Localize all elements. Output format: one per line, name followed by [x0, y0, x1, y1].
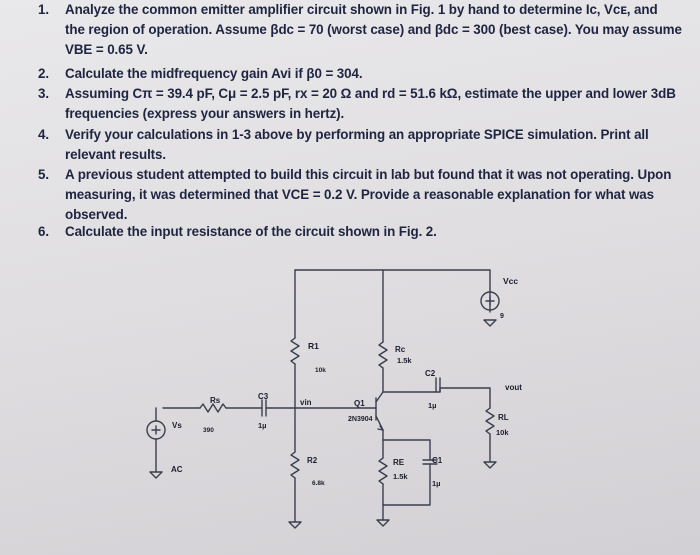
vout-label: vout	[505, 383, 522, 392]
r2-resistor	[291, 452, 299, 478]
r2-label: R2	[307, 456, 318, 465]
r1-resistor	[291, 338, 299, 364]
vs-label: Vs	[172, 421, 182, 430]
rc-resistor	[379, 342, 387, 368]
vcc-ground-symbol	[484, 320, 496, 326]
q1-model: 2N3904	[348, 416, 373, 423]
question-text-line: Analyze the common emitter amplifier circuit shown in Fig. 1 by hand to determine Iᴄ, Vᴄᴇ, and	[65, 2, 658, 17]
c3-value: 1µ	[258, 421, 267, 430]
question-number: 6.	[38, 224, 49, 239]
r1-label: R1	[308, 341, 319, 351]
rs-value: 390	[203, 427, 214, 434]
c2-capacitor	[436, 378, 440, 392]
rs-label: Rs	[210, 396, 221, 405]
rl-ground-symbol	[484, 462, 496, 468]
rc-value: 1.5k	[397, 356, 412, 365]
vcc-node-label: 9	[500, 313, 504, 320]
re-value: 1.5k	[393, 472, 408, 481]
question-number: 5.	[38, 167, 49, 182]
question-text-line: the region of operation. Assume βdc = 70 (worst case) and βdc = 300 (best case). You may assume	[65, 22, 682, 37]
rc-label: Rc	[395, 345, 406, 354]
vs-ground-symbol	[150, 472, 162, 478]
r1-value: 10k	[315, 367, 326, 374]
c1-wire	[383, 440, 430, 460]
ac-label: AC	[171, 465, 183, 474]
c2-value: 1µ	[428, 401, 437, 410]
q1-label: Q1	[354, 399, 365, 408]
question-text-line: relevant results.	[65, 147, 167, 162]
question-text-line: Calculate the midfrequency gain Avi if β0 = 304.	[65, 66, 363, 81]
re-label: RE	[393, 458, 405, 467]
rs-resistor	[200, 404, 226, 412]
c3-label: C3	[258, 392, 269, 401]
c2-label: C2	[425, 369, 436, 378]
rl-label: RL	[498, 413, 509, 422]
re-resistor	[379, 458, 387, 484]
question-text-line: Verify your calculations in 1-3 above by performing an appropriate SPICE simulation. Print all	[65, 127, 649, 142]
re-ground-symbol	[377, 520, 389, 526]
question-text-line: Assuming Cπ = 39.4 pF, Cμ = 2.5 pF, rx = 20 Ω and rd = 51.6 kΩ, estimate the upper and lower 3dB	[65, 86, 676, 101]
r2-value: 6.8k	[312, 480, 325, 487]
rl-value: 10k	[496, 428, 509, 437]
c1-label: C1	[432, 456, 443, 465]
c1-value: 1µ	[432, 479, 441, 488]
question-text-line: observed.	[65, 207, 128, 222]
question-text-line: Calculate the input resistance of the circuit shown in Fig. 2.	[65, 224, 437, 239]
question-text-line: frequencies (express your answers in hertz).	[65, 106, 345, 121]
rl-resistor	[486, 408, 494, 434]
q1-collector-lead	[376, 392, 383, 402]
vcc-rail-wire	[295, 270, 490, 312]
question-number: 3.	[38, 86, 49, 101]
r2-ground-symbol	[289, 522, 301, 528]
vcc-label: Vcc	[503, 276, 519, 286]
question-text-line: A previous student attempted to build this circuit in lab but found that it was not operating. Upon	[65, 167, 672, 182]
question-number: 1.	[38, 2, 49, 17]
question-text-line: measuring, it was determined that VCE = 0.2 V. Provide a reasonable explanation for what was	[65, 187, 654, 202]
question-number: 4.	[38, 127, 49, 142]
vin-label: vin	[300, 398, 312, 407]
question-text-line: VBE = 0.65 V.	[65, 42, 148, 57]
question-number: 2.	[38, 66, 49, 81]
